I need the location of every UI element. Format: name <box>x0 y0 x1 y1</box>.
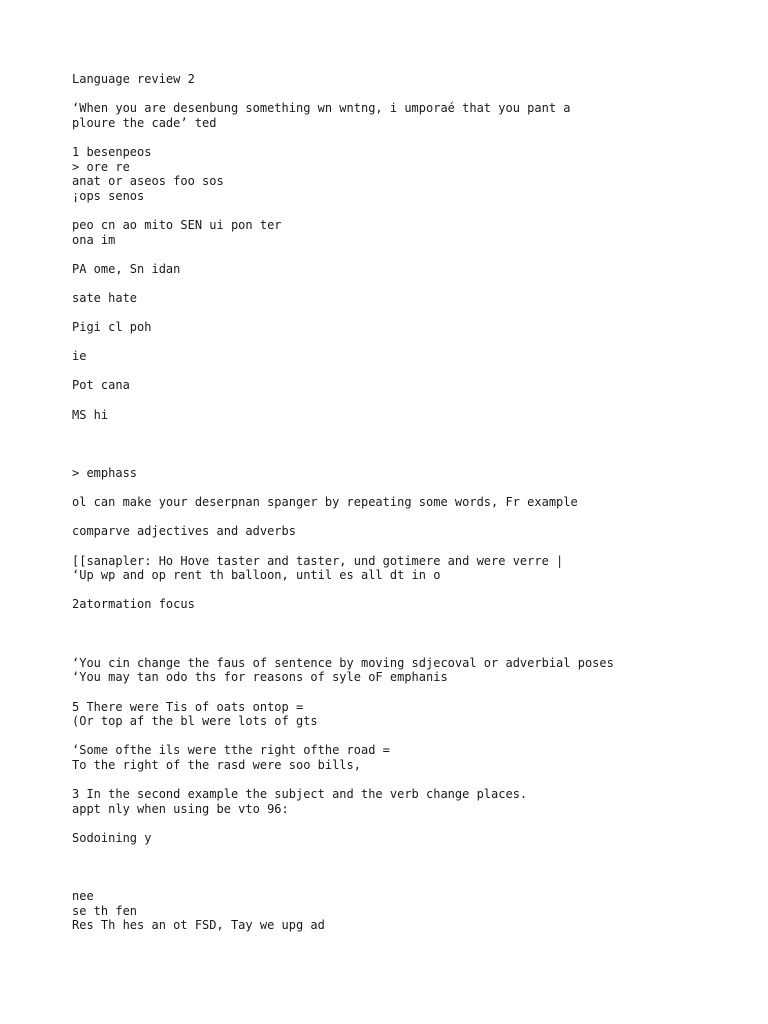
line-pa <box>72 262 752 277</box>
paragraph-a <box>72 218 752 247</box>
focus-line: ‘You cin change the faus of sentence by moving sdjecoval or adverbial poses <box>72 655 614 670</box>
example-line: ‘Up wp and op rent th balloon, until es all dt in o <box>72 568 441 583</box>
intro-line: ploure the cade’ ted <box>72 115 217 130</box>
text-line: Sodoining y <box>72 830 152 845</box>
page-title <box>72 72 752 87</box>
text-line: PA ome, Sn idan <box>72 261 181 276</box>
example-3 <box>72 787 752 816</box>
example-line: ‘Some ofthe ils were tthe right ofthe road = <box>72 743 390 758</box>
example-line: 5 There were Tis of oats ontop = <box>72 699 304 714</box>
section-1 <box>72 145 752 203</box>
focus-paragraph <box>72 656 752 685</box>
example-5 <box>72 700 752 729</box>
text-line: Pot cana <box>72 378 130 393</box>
example-line: (Or top af the bl were lots of gts <box>72 714 318 729</box>
section-1-line: 1 besenpeos <box>72 144 152 159</box>
text-line: sate hate <box>72 290 138 305</box>
document-page <box>72 72 752 948</box>
section-1-line: ¡ops senos <box>72 188 145 203</box>
title-text: Language review 2 <box>72 72 195 86</box>
heading-text: 2atormation focus <box>72 597 195 612</box>
sodoing-line <box>72 831 752 846</box>
text-line: ol can make your deserpnan spanger by repeating some words, Fr example <box>72 495 578 510</box>
final-block <box>72 889 752 933</box>
example-line: To the right of the rasd were soo bills, <box>72 757 361 772</box>
line-pot <box>72 378 752 393</box>
example-some <box>72 743 752 772</box>
section-1-line: anat or aseos foo sos <box>72 174 224 189</box>
section-1-line: > ore re <box>72 159 130 174</box>
line-pigi <box>72 320 752 335</box>
line-ie <box>72 349 752 364</box>
intro-paragraph <box>72 101 752 130</box>
text-line: Pigi cl poh <box>72 320 152 335</box>
final-line: nee <box>72 889 94 904</box>
paragraph-a-line: peo cn ao mito SEN ui pon ter <box>72 217 282 232</box>
text-line: comparve adjectives and adverbs <box>72 524 296 539</box>
focus-line: ‘You may tan odo ths for reasons of syle oF emphanis <box>72 670 448 685</box>
example-block <box>72 554 752 583</box>
final-line: Res Th hes an ot FSD, Tay we upg ad <box>72 918 325 933</box>
example-line: 3 In the second example the subject and the verb change places. <box>72 787 528 802</box>
text-line: MS hi <box>72 407 109 422</box>
final-line: se th fen <box>72 903 138 918</box>
paragraph-a-line: ona im <box>72 232 116 247</box>
line-ms <box>72 408 752 423</box>
comparative-line <box>72 524 752 539</box>
example-line: [[sanapler: Ho Hove taster and taster, und gotimere and were verre | <box>72 553 564 568</box>
line-sate <box>72 291 752 306</box>
emphasis-paragraph <box>72 495 752 510</box>
text-line: ie <box>72 349 87 364</box>
heading-text: > emphass <box>72 466 138 481</box>
info-focus-heading <box>72 597 752 612</box>
intro-line: ‘When you are desenbung something wn wntng, i umporaé that you pant a <box>72 101 571 116</box>
emphasis-heading <box>72 466 752 481</box>
example-line: appt nly when using be vto 96: <box>72 801 289 816</box>
